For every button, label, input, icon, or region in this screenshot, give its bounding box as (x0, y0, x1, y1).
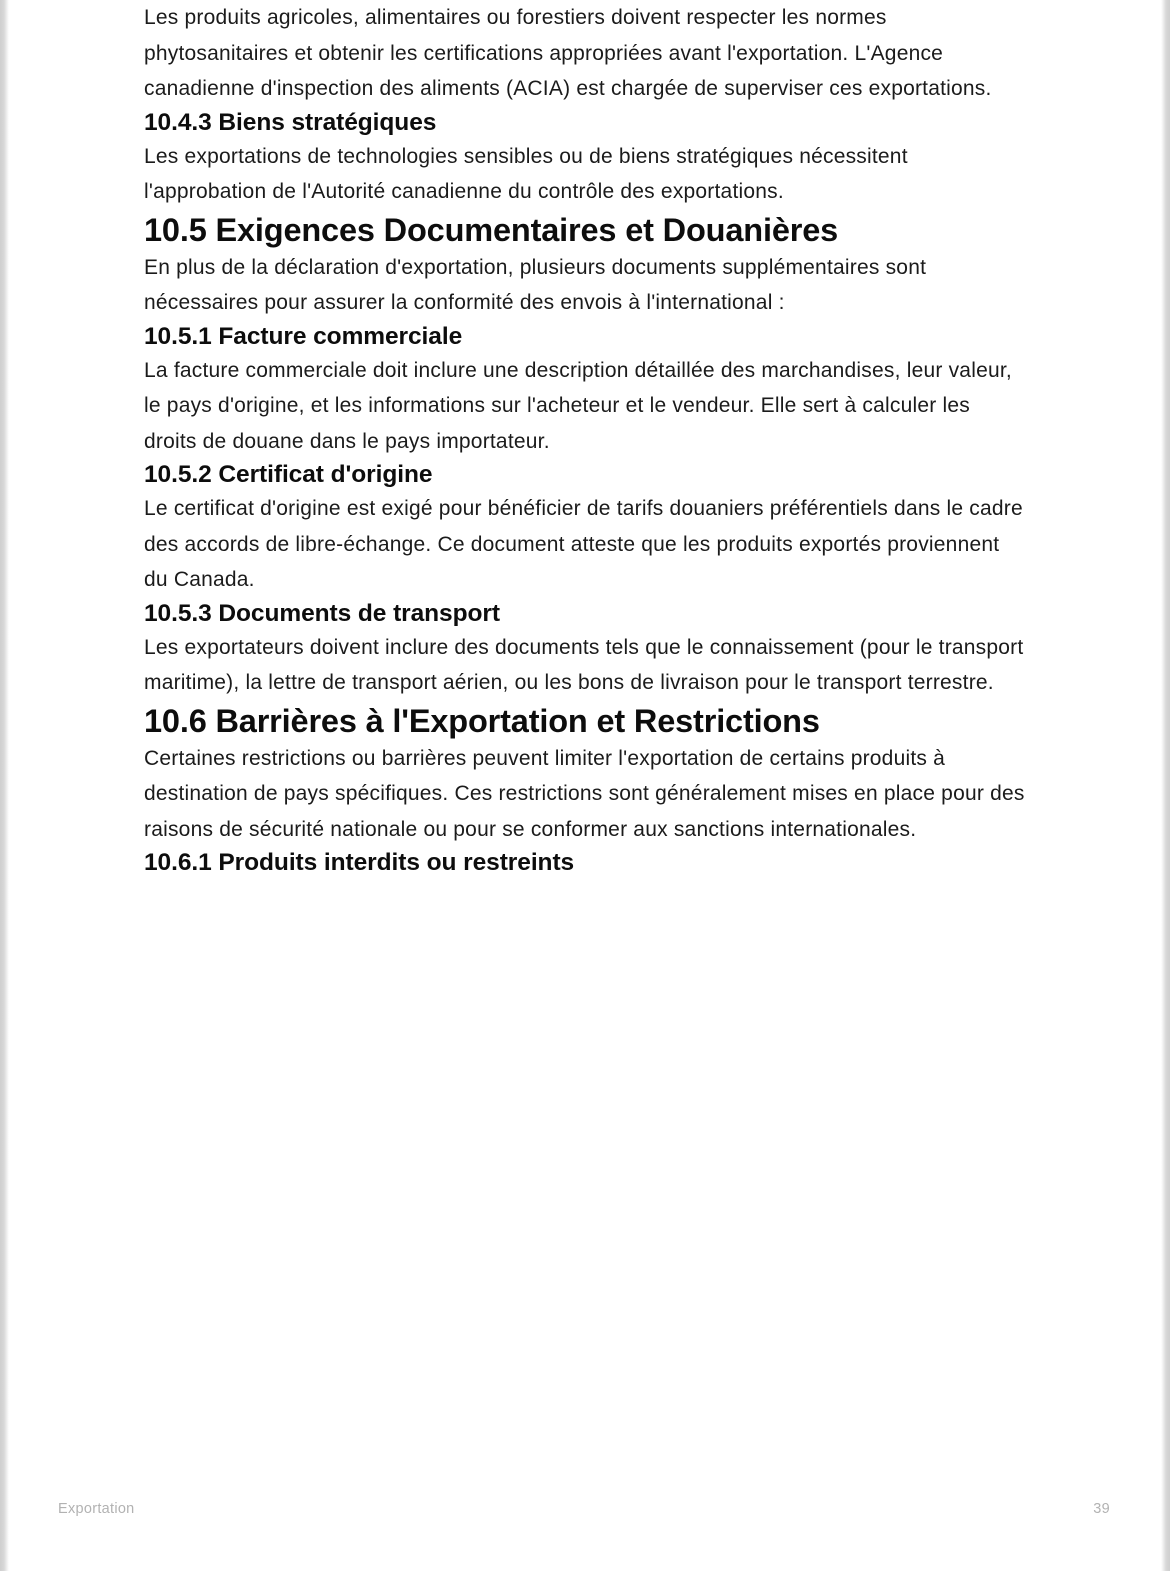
heading-10-5-exigences-documentaires: 10.5 Exigences Documentaires et Douanières (144, 211, 839, 248)
heading-10-5-2-certificat-origine: 10.5.2 Certificat d'origine (144, 461, 433, 488)
paragraph-documents-transport: Les exportateurs doivent inclure des documents tels que le connaissement (pour le transport maritime), la lettre de transport aérien, ou les bons de livraison pour le transport terrestre. (144, 635, 1024, 694)
page-edge-shadow-left (0, 0, 9, 1571)
page-content-column (144, 0, 1026, 879)
heading-10-6-1-produits-interdits: 10.6.1 Produits interdits ou restreints (144, 849, 575, 876)
footer-section-label: Exportation (58, 1501, 135, 1517)
page-footer (58, 1500, 1110, 1518)
paragraph-restrictions-barrieres: Certaines restrictions ou barrières peuvent limiter l'exportation de certains produits à destination de pays spécifiques. Ces restrictions sont généralement mises en place pour des raisons de sécurité nationale ou pour se conformer aux sanctions internationales. (144, 746, 1025, 841)
paragraph-produits-agricoles: Les produits agricoles, alimentaires ou forestiers doivent respecter les normes phytosanitaires et obtenir les certifications appropriées avant l'exportation. L'Agence canadienne d'inspection des aliments (ACIA) est chargée de superviser ces exportations. (144, 6, 992, 100)
heading-10-5-3-documents-transport: 10.5.3 Documents de transport (144, 599, 500, 627)
heading-10-6-barrieres-exportation: 10.6 Barrières à l'Exportation et Restrictions (144, 702, 820, 739)
heading-10-5-1-facture-commerciale: 10.5.1 Facture commerciale (144, 322, 463, 350)
footer-page-number: 39 (1093, 1501, 1110, 1517)
page-edge-shadow-right (1161, 0, 1170, 1571)
paragraph-declaration-exportation: En plus de la déclaration d'exportation, plusieurs documents supplémentaires sont nécessaires pour assurer la conformité des envois à l'international : (144, 255, 927, 314)
paragraph-exportations-technologies-sensibles: Les exportations de technologies sensibles ou de biens stratégiques nécessitent l'approbation de l'Autorité canadienne du contrôle des exportations. (144, 144, 908, 203)
paragraph-certificat-origine: Le certificat d'origine est exigé pour bénéficier de tarifs douaniers préférentiels dans le cadre des accords de libre-échange. Ce document atteste que les produits exportés proviennent du Canada. (144, 497, 1023, 591)
heading-10-4-3-biens-strategiques: 10.4.3 Biens stratégiques (144, 108, 437, 136)
paragraph-facture-commerciale: La facture commerciale doit inclure une description détaillée des marchandises, leur valeur, le pays d'origine, et les informations sur l'acheteur et le vendeur. Elle sert à calculer les droits de douane dans le pays importateur. (144, 358, 1012, 453)
